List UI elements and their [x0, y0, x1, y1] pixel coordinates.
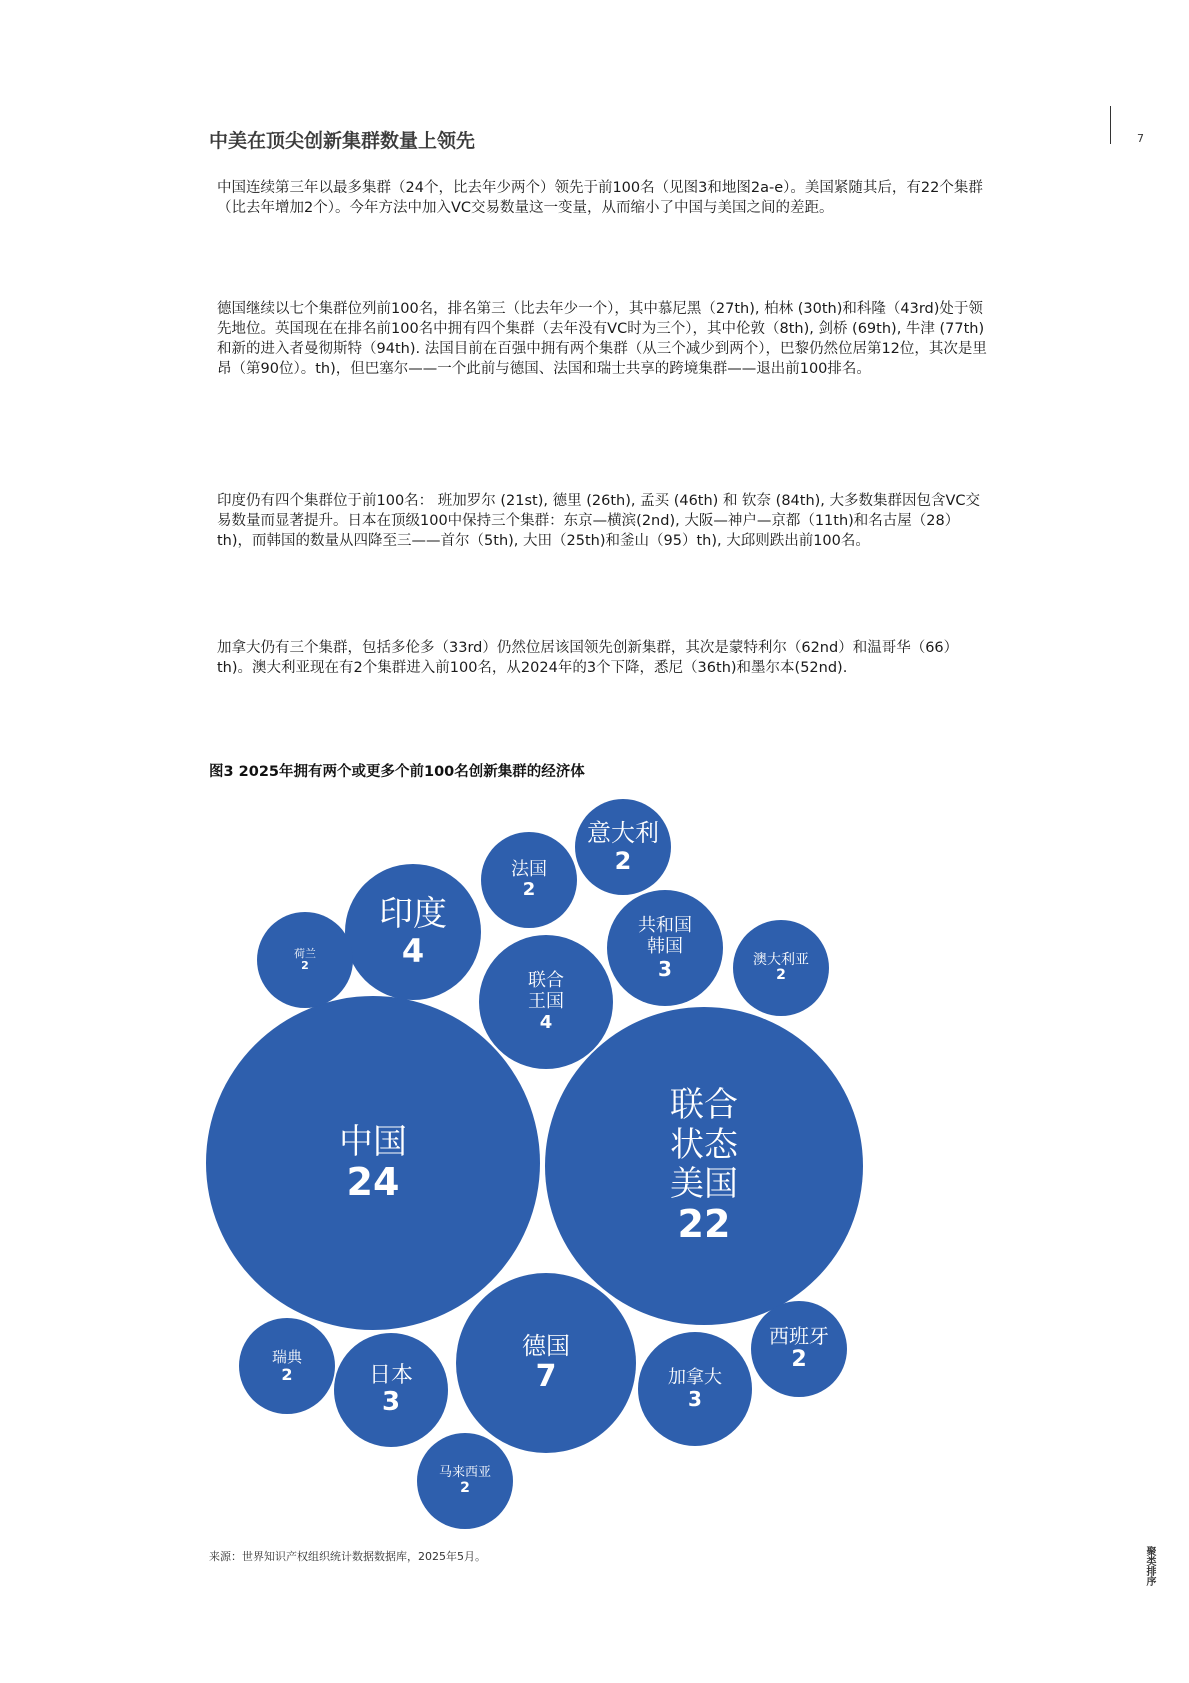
bubble-count: 3	[381, 1387, 401, 1418]
bubble-14	[417, 1433, 513, 1529]
bubble-label: 意大利	[587, 819, 659, 847]
bubble-count: 4	[539, 1011, 553, 1033]
bubble-count: 22	[677, 1201, 731, 1246]
bubble-label: 荷兰	[294, 946, 316, 960]
bubble-count: 2	[460, 1479, 470, 1496]
bubble-label: 印度	[379, 893, 447, 934]
bubble-count: 2	[614, 846, 632, 875]
paragraph-asia: 印度仍有四个集群位于前100名： 班加罗尔 (21st), 德里 (26th), 孟买 (46th) 和 钦奈 (84th), 大多数集群因包含VC交易数量而显著提升。日本在顶级100中保持三个集群：东京—横滨(2nd), 大阪—神户—京都（11th)和名古屋（28）th)，而韩国的数量从四降至三——首尔（5th), 大田（25th)和釜山（95）th), 大邱则跌出前100名。	[217, 493, 981, 549]
bubble-0	[206, 996, 540, 1330]
bubble-label: 中国	[339, 1121, 407, 1162]
bubble-label: 法国	[511, 858, 547, 880]
paragraph-europe: 德国继续以七个集群位列前100名，排名第三（比去年少一个），其中慕尼黑（27th), 柏林 (30th)和科隆（43rd)处于领先地位。英国现在在排名前100名中拥有四个集群（去年没有VC时为三个），其中伦敦（8th), 剑桥 (69th), 牛津 (77th)和新的进入者曼彻斯特（94th). 法国目前在百强中拥有两个集群（从三个减少到两个），巴黎仍然位居第12位，其次是里昂（第90位）。th)，但巴塞尔——一个此前与德国、法国和瑞士共享的跨境集群——退出前100排名。	[217, 301, 987, 377]
bubble-11	[733, 920, 829, 1016]
bubble-count: 2	[301, 959, 309, 973]
bubble-label: 马来西亚	[438, 1464, 491, 1480]
bubble-count: 2	[522, 879, 536, 901]
bubble-label: 加拿大	[668, 1366, 722, 1388]
bubble-label: 联合 状态 美国	[670, 1085, 738, 1204]
bubble-4	[479, 935, 613, 1069]
bubble-count: 4	[401, 931, 425, 970]
bubble-label: 澳大利亚	[753, 952, 809, 969]
bubble-3	[345, 864, 481, 1000]
bubble-label: 日本	[368, 1363, 413, 1389]
bubble-6	[334, 1333, 448, 1447]
bubble-10	[257, 912, 353, 1008]
bubble-label: 瑞典	[271, 1347, 302, 1366]
bubble-label: 共和国 韩国	[638, 915, 692, 957]
bubble-2	[456, 1273, 636, 1453]
source-note: 来源：世界知识产权组织统计数据数据库，2025年5月。	[209, 1550, 486, 1563]
bubble-count: 24	[346, 1159, 400, 1204]
bubble-1	[545, 1007, 863, 1325]
side-label: 聚类排序	[1144, 1546, 1155, 1586]
paragraph-canada-australia: 加拿大仍有三个集群，包括多伦多（33rd）仍然位居该国领先创新集群，其次是蒙特利尔（62nd）和温哥华（66）th)。澳大利亚现在有2个集群进入前100名，从2024年的3个下降，悉尼（36th)和墨尔本(52nd).	[217, 640, 959, 676]
section-heading: 中美在顶尖创新集群数量上领先	[209, 130, 476, 152]
bubble-9	[481, 832, 577, 928]
bubble-count: 2	[281, 1364, 293, 1384]
bubble-count: 2	[791, 1347, 807, 1373]
bubble-count: 2	[776, 967, 786, 984]
header-rule	[1110, 106, 1111, 144]
figure-title: 图3 2025年拥有两个或更多个前100名创新集群的经济体	[209, 764, 585, 780]
bubble-count: 7	[535, 1359, 557, 1395]
bubble-8	[575, 799, 671, 895]
bubble-7	[638, 1332, 752, 1446]
bubble-13	[239, 1318, 335, 1414]
bubble-label: 德国	[522, 1331, 570, 1360]
page-number: 7	[1137, 132, 1144, 145]
bubble-label: 联合 王国	[528, 970, 564, 1013]
paragraph-china-us: 中国连续第三年以最多集群（24个，比去年少两个）领先于前100名（见图3和地图2a-e）。美国紧随其后，有22个集群（比去年增加2个）。今年方法中加入VC交易数量这一变量，从而缩小了中国与美国之间的差距。	[217, 180, 983, 216]
bubble-label: 西班牙	[769, 1324, 829, 1349]
bubble-count: 3	[688, 1387, 702, 1412]
bubble-5	[607, 890, 723, 1006]
bubble-12	[751, 1301, 847, 1397]
bubble-count: 3	[658, 956, 672, 981]
